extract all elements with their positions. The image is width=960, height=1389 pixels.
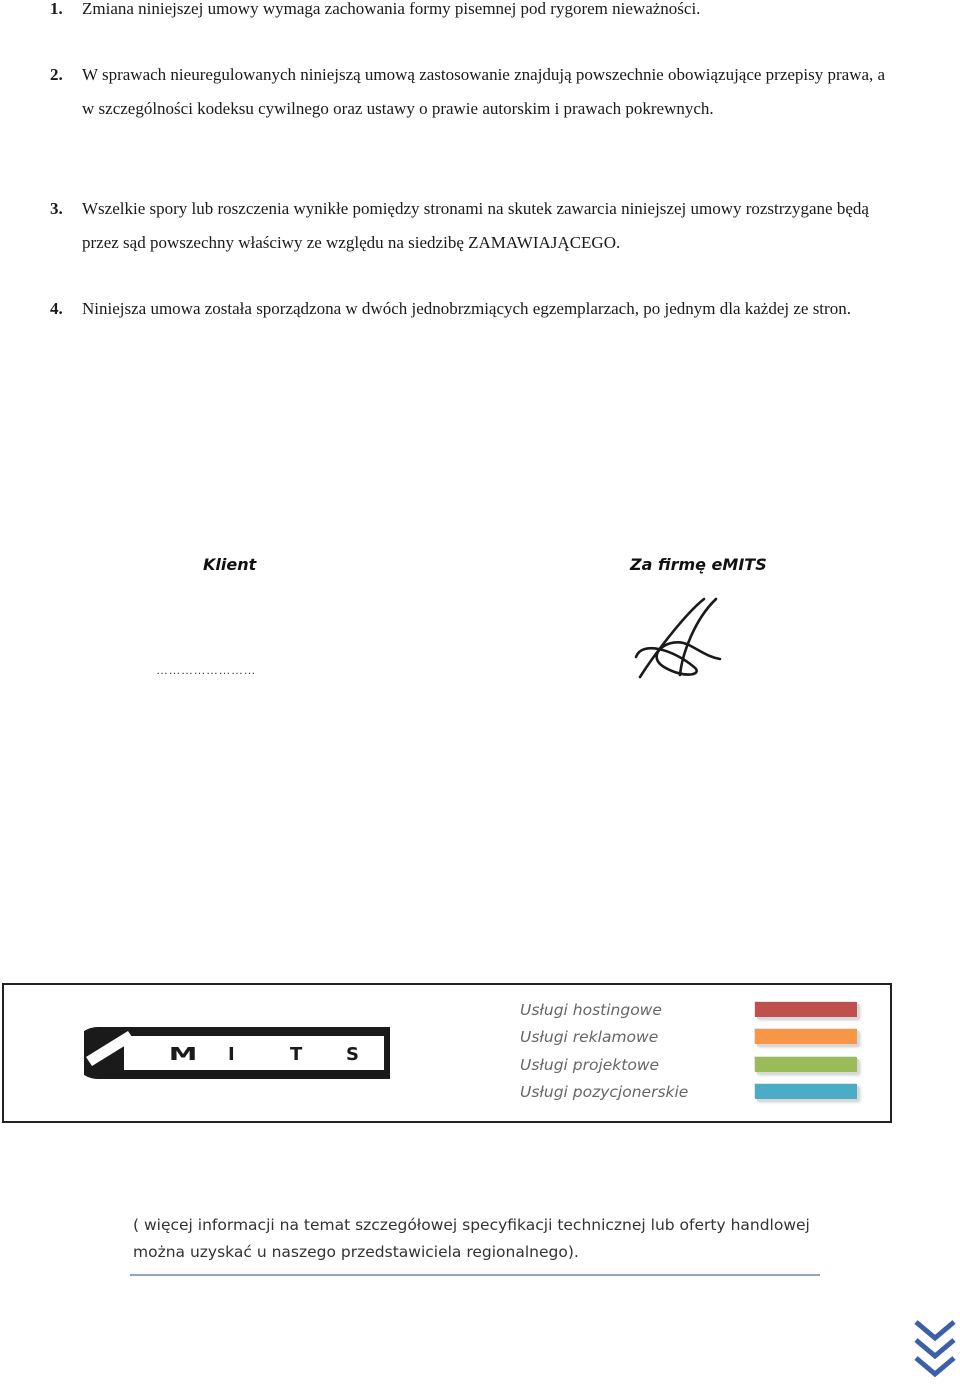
logo-letter-t: T — [290, 1044, 303, 1065]
clause-text: W sprawach nieuregulowanych niniejszą umową zastosowanie znajdują powszechnie obowiązujące przepisy prawa, a w szczególności kodeksu cywilnego oraz ustawy o prawie autorskim i prawach pokrewnych. — [82, 65, 886, 118]
clause-number: 3. — [50, 199, 63, 218]
service-color-bars — [752, 997, 864, 1111]
service-bar — [755, 1002, 857, 1017]
client-signature-label: Klient — [203, 555, 257, 574]
clause-2 — [50, 58, 900, 125]
services-list — [520, 997, 688, 1106]
logo-letter-s: S — [346, 1044, 359, 1065]
logo-letter-m: M — [168, 1043, 198, 1065]
service-bar — [755, 1057, 857, 1072]
service-seo: Usługi pozycjonerskie — [520, 1082, 689, 1101]
clause-4 — [50, 292, 900, 326]
clause-number: 4. — [50, 299, 63, 318]
note-underline — [130, 1274, 820, 1276]
client-signature-line: …………………… — [156, 663, 256, 677]
service-bar — [755, 1029, 857, 1044]
scroll-down-chevrons-icon — [912, 1318, 958, 1382]
clause-3 — [50, 192, 900, 259]
company-signature-label: Za firmę eMITS — [630, 555, 767, 574]
service-hosting: Usługi hostingowe — [520, 1001, 662, 1019]
clause-number: 2. — [50, 65, 63, 84]
emits-logo — [84, 1027, 390, 1079]
company-footer-banner — [2, 983, 892, 1123]
clause-text: Niniejsza umowa została sporządzona w dwóch jednobrzmiących egzemplarzach, po jednym dla każdej ze stron. — [82, 299, 851, 318]
contact-note: ( więcej informacji na temat szczegółowej specyfikacji technicznej lub oferty handlowej można uzyskać u naszego przedstawiciela regionalnego). — [133, 1216, 810, 1261]
logo-letter-i: I — [228, 1044, 235, 1065]
clause-text: Zmiana niniejszej umowy wymaga zachowania formy pisemnej pod rygorem nieważności. — [82, 0, 701, 18]
handwritten-signature — [634, 595, 724, 680]
clause-text: Wszelkie spory lub roszczenia wynikłe pomiędzy stronami na skutek zawarcia niniejszej umowy rozstrzygane będą przez sąd powszechny właściwy ze względu na siedzibę ZAMAWIAJĄCEGO. — [82, 199, 869, 252]
clause-number: 1. — [50, 0, 63, 18]
service-advertising: Usługi reklamowe — [520, 1028, 659, 1047]
service-design: Usługi projektowe — [520, 1055, 660, 1074]
clause-1 — [50, 0, 900, 26]
service-bar — [755, 1084, 857, 1099]
